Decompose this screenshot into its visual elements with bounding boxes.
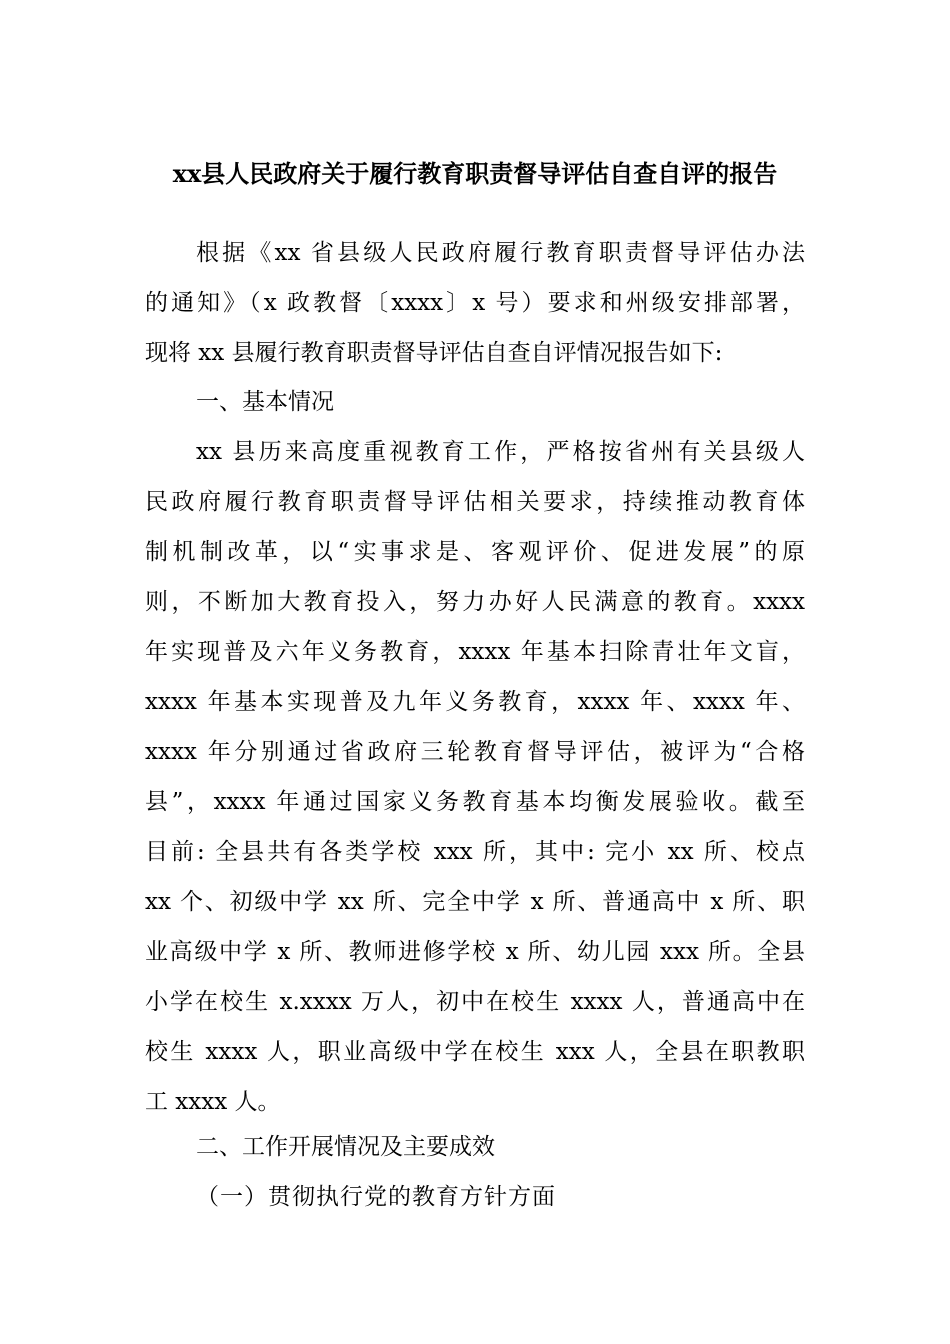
paragraph-line: xx 县历来高度重视教育工作，严格按省州有关县级人	[196, 439, 805, 465]
paragraph-line: xxxx 年基本实现普及九年义务教育，xxxx 年、xxxx 年、	[145, 689, 805, 715]
section-heading-work-progress: 二、工作开展情况及主要成效	[196, 1134, 495, 1160]
subsection-heading-education-policy: （一）贯彻执行党的教育方针方面	[196, 1184, 556, 1210]
paragraph-line: 目前: 全县共有各类学校 xxx 所，其中: 完小 xx 所、校点	[145, 839, 805, 865]
section-heading-basic-info: 一、基本情况	[196, 389, 334, 415]
paragraph-line: 业高级中学 x 所、教师进修学校 x 所、幼儿园 xxx 所。全县	[145, 939, 805, 965]
paragraph-line: 工 xxxx 人。	[145, 1089, 281, 1115]
paragraph-line: 县”，xxxx 年通过国家义务教育基本均衡发展验收。截至	[145, 789, 805, 815]
paragraph-line: xxxx 年分别通过省政府三轮教育督导评估，被评为“合格	[145, 739, 805, 765]
paragraph-line: 小学在校生 x.xxxx 万人，初中在校生 xxxx 人，普通高中在	[145, 989, 805, 1015]
paragraph-line: 制机制改革，以“实事求是、客观评价、促进发展”的原	[145, 539, 805, 565]
document-title: xx县人民政府关于履行教育职责督导评估自查自评的报告	[172, 159, 778, 188]
paragraph-line: 民政府履行教育职责督导评估相关要求，持续推动教育体	[145, 489, 805, 515]
paragraph-line: 校生 xxxx 人，职业高级中学在校生 xxx 人，全县在职教职	[145, 1039, 805, 1065]
paragraph-line: xx 个、初级中学 xx 所、完全中学 x 所、普通高中 x 所、职	[145, 889, 805, 915]
paragraph-line: 年实现普及六年义务教育，xxxx 年基本扫除青壮年文盲，	[145, 639, 805, 665]
intro-line-1: 根据《xx 省县级人民政府履行教育职责督导评估办法	[196, 240, 805, 266]
paragraph-line: 则，不断加大教育投入，努力办好人民满意的教育。xxxx	[145, 589, 805, 615]
intro-line-3: 现将 xx 县履行教育职责督导评估自查自评情况报告如下:	[145, 340, 723, 366]
intro-line-2: 的通知》（x 政教督〔xxxx〕x 号）要求和州级安排部署，	[145, 290, 805, 316]
